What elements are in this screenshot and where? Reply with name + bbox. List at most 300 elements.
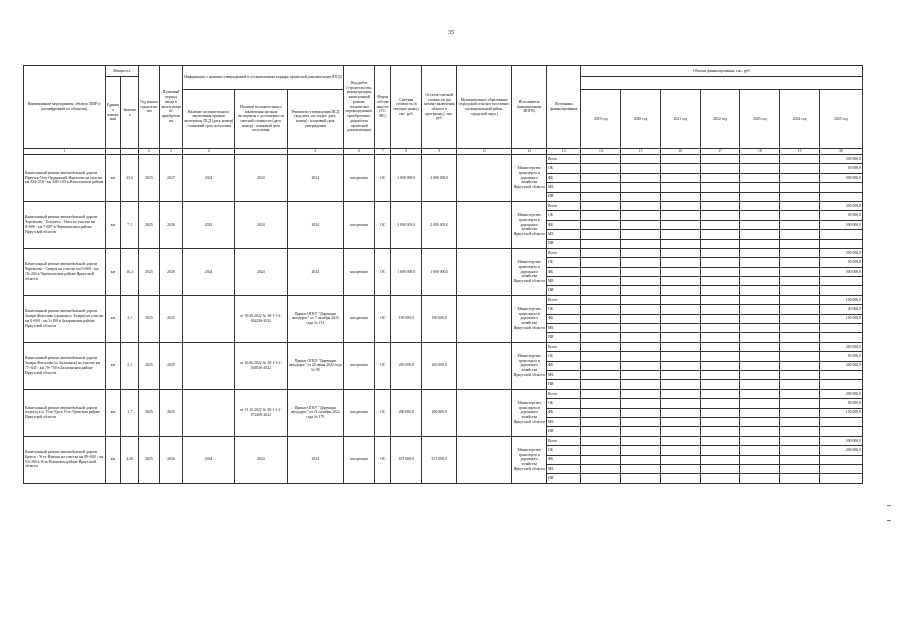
funding-cell [740, 446, 780, 455]
funding-cell [780, 352, 820, 361]
funding-source-label: ИИ [546, 333, 581, 342]
funding-amount-2025 [819, 286, 862, 295]
remaining-cost: 1 600 000,0 [422, 248, 457, 295]
remaining-cost: 2 000 000,0 [422, 155, 457, 202]
capacity-value: 16,2 [121, 248, 139, 295]
header-work-type: Вид работ (строительство, реконструкция, капитальный ремонт, техническое перевооружение, приобретение, разработка проектной документации) [344, 66, 375, 149]
municipality [457, 155, 512, 202]
start-year: 2025 [139, 436, 160, 483]
header-name: Наименование мероприятия, объекта, ПИР (с расшифровкой по объектам) [24, 66, 106, 149]
funding-source-label: ФБ [546, 267, 581, 276]
funding-cell [740, 455, 780, 464]
column-number: 11 [457, 149, 512, 155]
planned-period: 2026 [159, 436, 182, 483]
funding-cell [621, 370, 661, 379]
funding-amount-2025 [819, 333, 862, 342]
column-number: 9 [422, 149, 457, 155]
funding-cell [621, 464, 661, 473]
funding-cell [581, 286, 621, 295]
funding-cell [621, 389, 661, 398]
header-year-2022: 2022 год [700, 90, 740, 149]
cost-check: от 30.08.2022 № 38-1-1-2-062236-2022 [235, 295, 287, 342]
cost-check: 2024 [235, 436, 287, 483]
header-design-docs: Информация о наличии утвержденной и установленном порядке проектной документации (ПСД) [182, 66, 343, 90]
funding-cell [740, 248, 780, 257]
funding-cell [621, 183, 661, 192]
funding-cell [700, 286, 740, 295]
column-number: 5 [287, 149, 344, 155]
funding-cell [660, 286, 700, 295]
funding-cell [740, 380, 780, 389]
remaining-cost: 200 000,0 [422, 389, 457, 436]
funding-cell [621, 436, 661, 445]
funding-cell [621, 201, 661, 210]
funding-cell [780, 230, 820, 239]
funding-cell [700, 380, 740, 389]
program-table-sheet [23, 65, 863, 484]
work-type: кап.ремонт [344, 342, 375, 389]
header-expertise: Наличие положительного заключения органов экспертизы ПСД (дата, номер) / плановый срок получения [182, 90, 234, 149]
funding-cell [700, 305, 740, 314]
object-name: Капитальный ремонт автомобильной дороги Черемхово - Голуметь - Онот на участке км 0+000 - км 7+087 в Черемховском районе Иркутской области [24, 201, 106, 248]
funding-cell [660, 370, 700, 379]
funding-source-label: Всего [546, 389, 581, 398]
funding-cell [581, 380, 621, 389]
funding-cell [581, 455, 621, 464]
funding-cell [621, 286, 661, 295]
funding-cell [581, 389, 621, 398]
executor: Министерство транспорта и дорожного хозяйства Иркутской области [512, 436, 547, 483]
funding-cell [660, 314, 700, 323]
funding-cell [621, 155, 661, 164]
capacity-value: 3,1 [121, 295, 139, 342]
cost-check: 2024 [235, 155, 287, 202]
funding-cell [740, 352, 780, 361]
funding-cell [740, 164, 780, 173]
funding-amount-2025: 200 000,0 [819, 220, 862, 229]
column-number: 7 [375, 149, 391, 155]
funding-cell [621, 361, 661, 370]
funding-cell [581, 267, 621, 276]
funding-cell [660, 248, 700, 257]
funding-cell [581, 201, 621, 210]
funding-cell [581, 277, 621, 286]
funding-amount-2025: 200 000,0 [819, 361, 862, 370]
funding-cell [621, 314, 661, 323]
funding-source-label: ОБ [546, 399, 581, 408]
funding-source-label: МБ [546, 277, 581, 286]
ownership: ОС [375, 436, 391, 483]
funding-cell [581, 446, 621, 455]
funding-cell [700, 446, 740, 455]
municipality [457, 389, 512, 436]
header-funding: Объемы финансирования, тыс. руб. [581, 66, 863, 77]
funding-cell [621, 295, 661, 304]
funding-cell [780, 361, 820, 370]
funding-cell [621, 380, 661, 389]
municipality [457, 201, 512, 248]
funding-cell [780, 464, 820, 473]
executor: Министерство транспорта и дорожного хозяйства Иркутской области [512, 342, 547, 389]
funding-cell [700, 389, 740, 398]
municipality [457, 436, 512, 483]
funding-cell [700, 352, 740, 361]
funding-amount-2025 [819, 192, 862, 201]
funding-cell [660, 436, 700, 445]
header-approval: Реквизиты утверждения ПСД (вид акта, кто издал, дата, номер) / плановый срок утверждения [287, 90, 344, 149]
funding-cell [740, 370, 780, 379]
planned-period: 2026 [159, 201, 182, 248]
funding-cell [700, 164, 740, 173]
funding-cell [700, 417, 740, 426]
funding-cell [780, 342, 820, 351]
header-remaining-cost: Остаток сметной стоимости (на момент включения объекта в программу), тыс. руб. [422, 66, 457, 149]
funding-cell [621, 267, 661, 276]
funding-cell [621, 248, 661, 257]
funding-cell [700, 220, 740, 229]
remaining-cost: 265 000,0 [422, 342, 457, 389]
funding-cell [780, 370, 820, 379]
funding-cell [700, 295, 740, 304]
funding-amount-2025: 150 000,0 [819, 408, 862, 417]
header-municipality: Муниципальное образование (городской/сельское поселение, муниципальный район, городской округ) [457, 66, 512, 149]
funding-cell [780, 295, 820, 304]
header-value: Значение [121, 77, 139, 149]
funding-source-label: МБ [546, 417, 581, 426]
funding-cell [740, 277, 780, 286]
work-type: кап.ремонт [344, 389, 375, 436]
expertise [182, 342, 234, 389]
funding-cell [780, 286, 820, 295]
funding-cell [740, 220, 780, 229]
funding-cell [621, 474, 661, 483]
funding-cell [740, 305, 780, 314]
funding-cell [780, 324, 820, 333]
header-start-year: Год начала строительства [139, 66, 160, 149]
expertise: 2024 [182, 201, 234, 248]
funding-amount-2025 [819, 230, 862, 239]
unit: км [105, 155, 121, 202]
funding-cell [780, 201, 820, 210]
funding-cell [780, 258, 820, 267]
header-funding-spacer [581, 77, 863, 90]
funding-cell [780, 399, 820, 408]
funding-cell [621, 342, 661, 351]
funding-cell [740, 295, 780, 304]
ownership: ОС [375, 155, 391, 202]
remaining-cost: 2 000 001,0 [422, 201, 457, 248]
funding-cell [780, 314, 820, 323]
approval: Приказ ОГКУ "Дирекция автодорог" от 20 июня 2022 года № 98 [287, 342, 344, 389]
margin-mark [887, 505, 891, 506]
funding-amount-2025 [819, 380, 862, 389]
column-number: 1 [24, 149, 106, 155]
funding-source-label: Всего [546, 342, 581, 351]
header-year-2023: 2023 год [740, 90, 780, 149]
funding-source-label: МБ [546, 183, 581, 192]
funding-cell [780, 305, 820, 314]
funding-cell [581, 192, 621, 201]
column-number: 6 [344, 149, 375, 155]
funding-cell [660, 155, 700, 164]
executor: Министерство транспорта и дорожного хозяйства Иркутской области [512, 201, 547, 248]
funding-cell [581, 399, 621, 408]
ownership: ОС [375, 248, 391, 295]
column-number: 13 [546, 149, 581, 155]
funding-amount-2025 [819, 464, 862, 473]
capacity-value: 1,7 [121, 389, 139, 436]
funding-cell [621, 220, 661, 229]
table-row [24, 155, 863, 164]
funding-cell [621, 324, 661, 333]
funding-amount-2025 [819, 277, 862, 286]
funding-cell [700, 455, 740, 464]
funding-cell [780, 267, 820, 276]
column-number: 3 [159, 149, 182, 155]
funding-source-label: ФБ [546, 361, 581, 370]
funding-cell [700, 408, 740, 417]
funding-cell [780, 183, 820, 192]
cost-check: от 16.06.2022 № 38-1-1-2-038516-2022 [235, 342, 287, 389]
funding-cell [621, 230, 661, 239]
ownership: ОС [375, 295, 391, 342]
funding-cell [780, 192, 820, 201]
table-row [24, 201, 863, 210]
funding-cell [621, 173, 661, 182]
approval: 2024 [287, 201, 344, 248]
cost-check: от 13.10.2022 № 38-1-1-2-072460-2022 [235, 389, 287, 436]
funding-cell [581, 220, 621, 229]
funding-cell [660, 173, 700, 182]
funding-cell [660, 192, 700, 201]
funding-source-label: Всего [546, 248, 581, 257]
page-number: 35 [448, 30, 454, 36]
funding-cell [700, 230, 740, 239]
funding-cell [740, 324, 780, 333]
funding-cell [700, 201, 740, 210]
start-year: 2025 [139, 389, 160, 436]
work-type: кап.ремонт [344, 436, 375, 483]
expertise: 2024 [182, 248, 234, 295]
funding-cell [740, 408, 780, 417]
expertise: 2024 [182, 155, 234, 202]
funding-cell [780, 380, 820, 389]
funding-cell [660, 277, 700, 286]
funding-cell [780, 211, 820, 220]
funding-cell [581, 183, 621, 192]
funding-amount-2025: 190 000,0 [819, 295, 862, 304]
funding-source-label: ИИ [546, 427, 581, 436]
expertise [182, 295, 234, 342]
funding-cell [621, 446, 661, 455]
funding-cell [660, 258, 700, 267]
funding-source-label: ИИ [546, 380, 581, 389]
funding-cell [780, 474, 820, 483]
executor: Министерство транспорта и дорожного хозяйства Иркутской области [512, 389, 547, 436]
column-number: 4 [182, 149, 234, 155]
funding-cell [660, 211, 700, 220]
funding-cell [660, 455, 700, 464]
funding-cell [780, 239, 820, 248]
funding-cell [660, 361, 700, 370]
funding-cell [581, 370, 621, 379]
funding-cell [740, 286, 780, 295]
unit: км [105, 342, 121, 389]
funding-cell [581, 230, 621, 239]
funding-cell [700, 192, 740, 201]
approval: 2024 [287, 155, 344, 202]
funding-cell [660, 389, 700, 398]
funding-cell [740, 342, 780, 351]
funding-cell [740, 155, 780, 164]
expertise: 2024 [182, 436, 234, 483]
funding-source-label: ИИ [546, 474, 581, 483]
work-type: кап.ремонт [344, 295, 375, 342]
table-body [24, 155, 863, 484]
column-number: 19 [780, 149, 820, 155]
unit: км [105, 389, 121, 436]
approval: Приказ ОГКУ "Дирекция автодорог" от 21 октября 2022 года № 179 [287, 389, 344, 436]
funding-cell [740, 436, 780, 445]
funding-cell [621, 164, 661, 173]
funding-cell [780, 155, 820, 164]
funding-cell [660, 324, 700, 333]
funding-cell [740, 211, 780, 220]
funding-amount-2025: 550 000,0 [819, 248, 862, 257]
funding-cell [581, 361, 621, 370]
estimated-cost: 265 000,0 [391, 342, 422, 389]
start-year: 2025 [139, 201, 160, 248]
funding-cell [780, 277, 820, 286]
funding-cell [660, 380, 700, 389]
funding-source-label: ОБ [546, 352, 581, 361]
funding-cell [581, 173, 621, 182]
funding-amount-2025: 50 000,0 [819, 258, 862, 267]
object-name: Капитальный ремонт автомобильной дороги Черемхово - Свирск на участке км 0+000 - км 16+204 в Черемховском районе Иркутской области [24, 248, 106, 295]
funding-cell [660, 427, 700, 436]
table-row [24, 248, 863, 257]
unit: км [105, 201, 121, 248]
funding-cell [621, 239, 661, 248]
funding-cell [621, 455, 661, 464]
program-table [23, 65, 863, 484]
header-planned-period: Плановый период ввода в эксплуатацию/приобретения [159, 66, 182, 149]
remaining-cost: 190 000,0 [422, 295, 457, 342]
funding-cell [621, 277, 661, 286]
funding-cell [740, 333, 780, 342]
funding-cell [581, 474, 621, 483]
funding-source-label: Всего [546, 436, 581, 445]
unit: км [105, 248, 121, 295]
approval: 2024 [287, 436, 344, 483]
funding-cell [740, 201, 780, 210]
planned-period: 2027 [159, 155, 182, 202]
expertise [182, 389, 234, 436]
funding-cell [660, 417, 700, 426]
funding-cell [660, 220, 700, 229]
funding-cell [700, 474, 740, 483]
funding-amount-2025 [819, 417, 862, 426]
municipality [457, 295, 512, 342]
funding-amount-2025: 200 000,0 [819, 389, 862, 398]
funding-cell [581, 305, 621, 314]
funding-cell [700, 361, 740, 370]
funding-cell [740, 389, 780, 398]
column-number: 12 [512, 149, 547, 155]
funding-cell [700, 267, 740, 276]
executor: Министерство транспорта и дорожного хозяйства Иркутской области [512, 295, 547, 342]
capacity-value: 2,1 [121, 342, 139, 389]
estimated-cost: 2 000 000,0 [391, 155, 422, 202]
funding-cell [700, 183, 740, 192]
funding-source-label: ОБ [546, 258, 581, 267]
funding-cell [700, 464, 740, 473]
funding-cell [621, 427, 661, 436]
funding-source-label: ИИ [546, 239, 581, 248]
start-year: 2025 [139, 342, 160, 389]
funding-cell [700, 173, 740, 182]
funding-amount-2025: 265 000,0 [819, 342, 862, 351]
funding-cell [621, 211, 661, 220]
funding-cell [780, 417, 820, 426]
ownership: ОС [375, 201, 391, 248]
funding-cell [621, 417, 661, 426]
funding-cell [700, 370, 740, 379]
funding-amount-2025: 500 000,0 [819, 173, 862, 182]
funding-source-label: Всего [546, 201, 581, 210]
funding-cell [660, 295, 700, 304]
funding-cell [581, 239, 621, 248]
header-year-2025: 2025 год [819, 90, 862, 149]
funding-cell [621, 408, 661, 417]
funding-cell [700, 239, 740, 248]
funding-cell [700, 399, 740, 408]
funding-cell [780, 333, 820, 342]
start-year: 2025 [139, 248, 160, 295]
table-header [24, 66, 863, 155]
estimated-cost: 1 600 000,0 [391, 248, 422, 295]
funding-cell [700, 248, 740, 257]
funding-cell [621, 305, 661, 314]
funding-cell [780, 436, 820, 445]
funding-cell [581, 352, 621, 361]
work-type: кап.ремонт [344, 201, 375, 248]
funding-cell [660, 408, 700, 417]
funding-cell [621, 258, 661, 267]
funding-source-label: Всего [546, 295, 581, 304]
funding-source-label: ФБ [546, 455, 581, 464]
funding-cell [581, 155, 621, 164]
funding-cell [621, 333, 661, 342]
funding-cell [621, 192, 661, 201]
funding-cell [581, 324, 621, 333]
funding-source-label: МБ [546, 324, 581, 333]
funding-cell [780, 455, 820, 464]
header-year-2024: 2024 год [780, 90, 820, 149]
object-name: Капитальный ремонт автомобильной дороги Заларя-Жигалово (п. Балаганск) на участке км 77+645 - км 79+750 в Балаганском районе Иркутской области [24, 342, 106, 389]
funding-amount-2025: 250 000,0 [819, 201, 862, 210]
funding-source-label: ФБ [546, 173, 581, 182]
funding-cell [660, 333, 700, 342]
funding-cell [581, 464, 621, 473]
funding-amount-2025: 50 000,0 [819, 211, 862, 220]
funding-source-label: ОБ [546, 211, 581, 220]
margin-mark [887, 520, 891, 521]
funding-cell [581, 408, 621, 417]
funding-cell [660, 201, 700, 210]
column-number: 8 [391, 149, 422, 155]
funding-cell [660, 474, 700, 483]
